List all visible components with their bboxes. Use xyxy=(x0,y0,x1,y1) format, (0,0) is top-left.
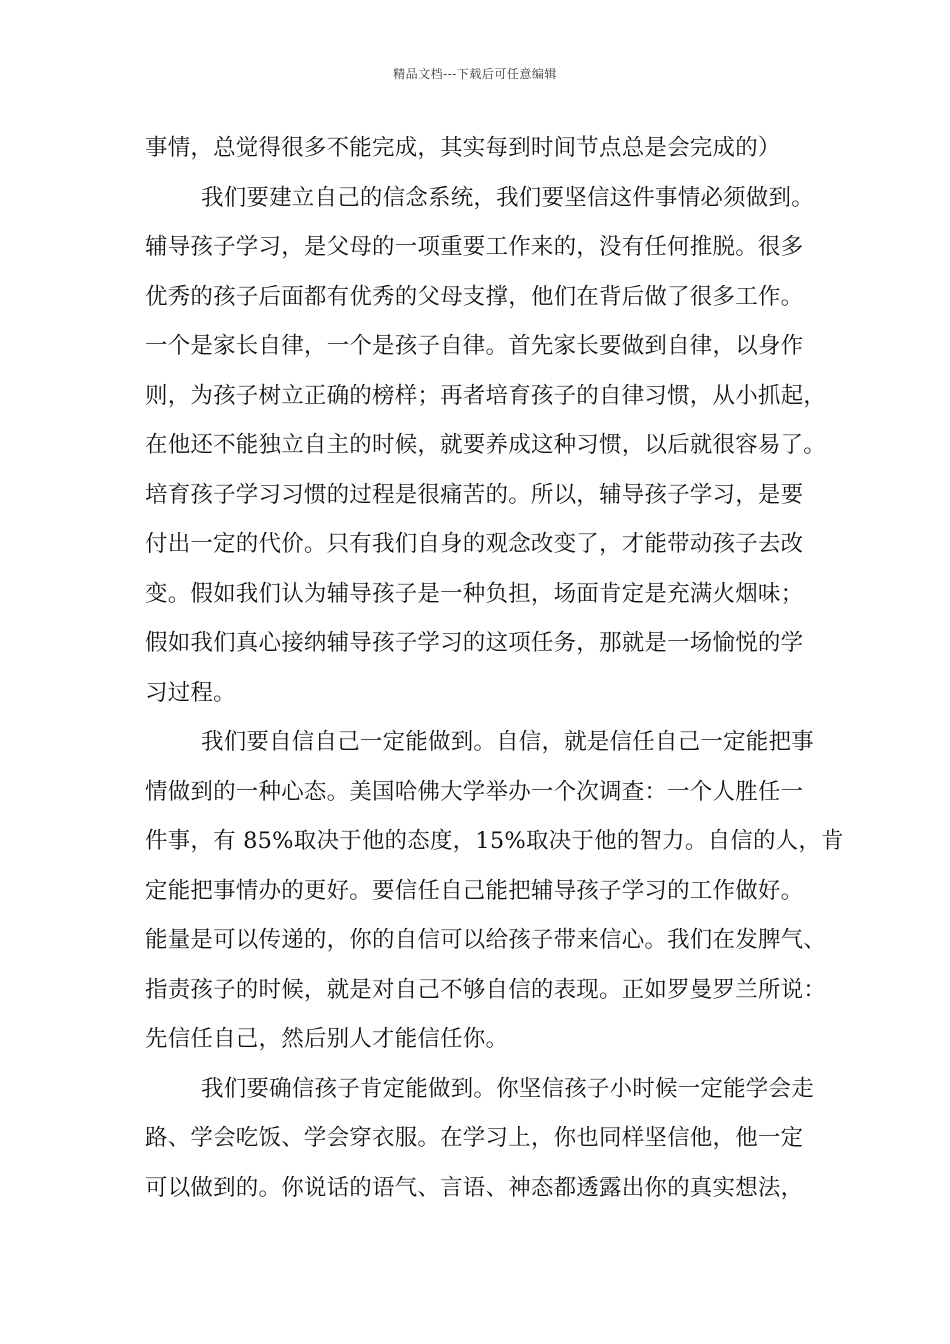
text-line: 事情，总觉得很多不能完成，其实每到时间节点总是会完成的） xyxy=(145,135,781,161)
paragraph-first-line: 我们要自信自己一定能做到。自信，就是信任自己一定能把事 xyxy=(201,729,814,755)
text-line: 变。假如我们认为辅导孩子是一种负担，场面肯定是充满火烟味； xyxy=(145,580,804,607)
text-line: 培育孩子学习习惯的过程是很痛苦的。所以，辅导孩子学习，是要 xyxy=(145,481,804,508)
text-line: 定能把事情办的更好。要信任自己能把辅导孩子学习的工作做好。 xyxy=(145,877,804,904)
text-line: 优秀的孩子后面都有优秀的父母支撑，他们在背后做了很多工作。 xyxy=(145,283,804,310)
body-text xyxy=(145,130,844,1219)
page-header: 精品文档---下载后可任意编辑 xyxy=(393,67,557,81)
text-line: 辅导孩子学习，是父母的一项重要工作来的，没有任何推脱。很多 xyxy=(145,234,804,260)
paragraph-first-line: 我们要建立自己的信念系统，我们要坚信这件事情必须做到。 xyxy=(201,184,814,211)
text-line: 能量是可以传递的，你的自信可以给孩子带来信心。我们在发脾气、 xyxy=(145,927,827,953)
text-line: 指责孩子的时候，就是对自己不够自信的表现。正如罗曼罗兰所说： xyxy=(145,976,827,1003)
text-line: 可以做到的。你说话的语气、言语、神态都透露出你的真实想法， xyxy=(145,1174,804,1201)
text-line: 情做到的一种心态。美国哈佛大学举办一个次调查：一个人胜任一 xyxy=(145,778,804,805)
paragraph-first-line: 我们要确信孩子肯定能做到。你坚信孩子小时候一定能学会走 xyxy=(201,1075,814,1102)
text-line: 习过程。 xyxy=(145,679,236,706)
text-line: 先信任自己，然后别人才能信任你。 xyxy=(145,1026,509,1052)
text-line: 一个是家长自律，一个是孩子自律。首先家长要做到自律，以身作 xyxy=(145,333,804,359)
text-line: 假如我们真心接纳辅导孩子学习的这项任务，那就是一场愉悦的学 xyxy=(145,630,804,656)
text-line: 件事，有 85%取决于他的态度，15%取决于他的智力。自信的人，肯 xyxy=(145,828,844,854)
text-line: 路、学会吃饭、学会穿衣服。在学习上，你也同样坚信他，他一定 xyxy=(145,1125,804,1151)
text-line: 则，为孩子树立正确的榜样；再者培育孩子的自律习惯，从小抓起， xyxy=(145,382,827,409)
text-line: 在他还不能独立自主的时候，就要养成这种习惯，以后就很容易了。 xyxy=(145,432,827,458)
text-line: 付出一定的代价。只有我们自身的观念改变了，才能带动孩子去改 xyxy=(145,531,804,557)
